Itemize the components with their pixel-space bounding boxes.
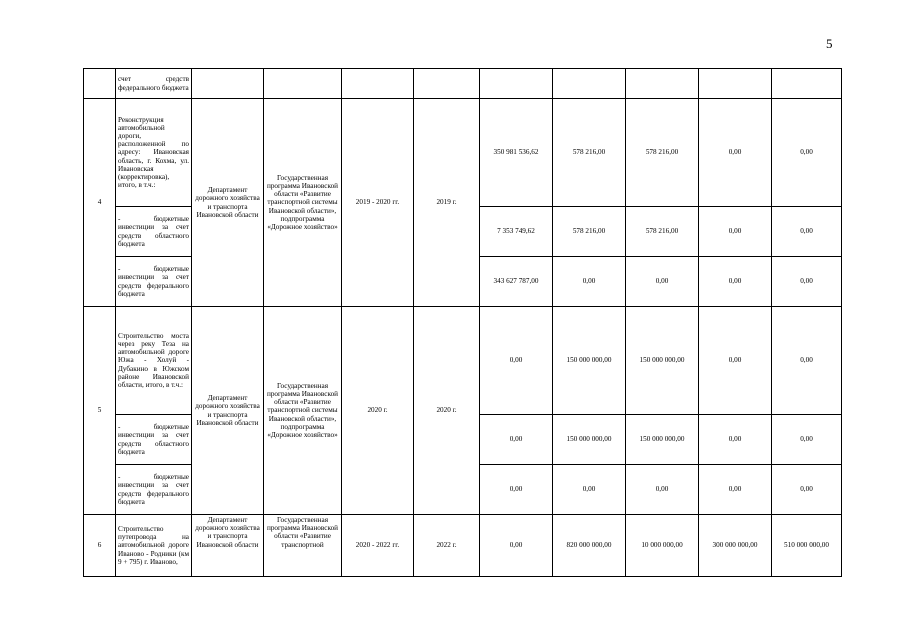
value-cell <box>553 69 626 99</box>
object-cell: Строительство путепровода на автомобильной дороге Иваново - Родники (км 9 + 795) г. Иваново, <box>116 515 192 577</box>
object-cell: - бюджетные инвестиции за счет средств федерального бюджета <box>116 257 192 307</box>
value-cell: 7 353 749,62 <box>480 207 553 257</box>
value-cell: 0,00 <box>699 207 772 257</box>
table-row <box>84 69 842 99</box>
value-cell <box>699 69 772 99</box>
value-cell: 0,00 <box>772 415 842 465</box>
row-number-cell: 4 <box>84 99 116 307</box>
period-cell: 2020 г. <box>342 307 414 515</box>
period-cell: 2019 - 2020 гг. <box>342 99 414 307</box>
value-cell: 0,00 <box>553 257 626 307</box>
value-cell: 0,00 <box>553 465 626 515</box>
value-cell: 0,00 <box>772 207 842 257</box>
value-cell: 510 000 000,00 <box>772 515 842 577</box>
year-cell <box>414 69 480 99</box>
object-cell: Строительство моста через реку Теза на автомобильной дороге Южа - Холуй - Дубакино в Южском районе Ивановской области, итого, в т.ч.: <box>116 307 192 415</box>
value-cell: 150 000 000,00 <box>553 307 626 415</box>
value-cell: 150 000 000,00 <box>626 307 699 415</box>
value-cell: 0,00 <box>772 99 842 207</box>
value-cell: 10 000 000,00 <box>626 515 699 577</box>
value-cell: 0,00 <box>626 257 699 307</box>
value-cell: 820 000 000,00 <box>553 515 626 577</box>
period-cell <box>342 69 414 99</box>
department-cell: Департамент дорожного хозяйства и транспорта Ивановской области <box>192 515 264 577</box>
value-cell: 300 000 000,00 <box>699 515 772 577</box>
value-cell: 0,00 <box>480 415 553 465</box>
value-cell <box>626 69 699 99</box>
department-cell: Департамент дорожного хозяйства и транспорта Ивановской области <box>192 99 264 307</box>
value-cell: 0,00 <box>699 99 772 207</box>
year-cell: 2020 г. <box>414 307 480 515</box>
value-cell: 0,00 <box>699 307 772 415</box>
value-cell: 150 000 000,00 <box>626 415 699 465</box>
page-number: 5 <box>826 36 833 51</box>
value-cell: 0,00 <box>699 465 772 515</box>
value-cell: 578 216,00 <box>553 99 626 207</box>
value-cell: 0,00 <box>699 415 772 465</box>
value-cell: 343 627 787,00 <box>480 257 553 307</box>
value-cell: 0,00 <box>480 307 553 415</box>
row-number-cell: 5 <box>84 307 116 515</box>
value-cell: 578 216,00 <box>553 207 626 257</box>
period-cell: 2020 - 2022 гг. <box>342 515 414 577</box>
value-cell: 0,00 <box>772 307 842 415</box>
program-cell <box>264 69 342 99</box>
row-number-cell: 6 <box>84 515 116 577</box>
value-cell: 0,00 <box>480 515 553 577</box>
object-cell: счет средств федерального бюджета <box>116 69 192 99</box>
year-cell: 2019 г. <box>414 99 480 307</box>
table-row <box>84 307 842 415</box>
program-cell: Государственная программа Ивановской области «Развитие транспортной системы Ивановской области», подпрограмма «Дорожное хозяйство» <box>264 99 342 307</box>
row-number-cell <box>84 69 116 99</box>
object-cell: - бюджетные инвестиции за счет средств областного бюджета <box>116 207 192 257</box>
value-cell: 0,00 <box>772 257 842 307</box>
department-cell <box>192 69 264 99</box>
object-cell: - бюджетные инвестиции за счет средств областного бюджета <box>116 415 192 465</box>
department-cell: Департамент дорожного хозяйства и транспорта Ивановской области <box>192 307 264 515</box>
value-cell <box>772 69 842 99</box>
value-cell: 578 216,00 <box>626 207 699 257</box>
table-row <box>84 99 842 207</box>
value-cell: 0,00 <box>772 465 842 515</box>
table-row <box>84 515 842 577</box>
value-cell: 0,00 <box>626 465 699 515</box>
value-cell: 578 216,00 <box>626 99 699 207</box>
value-cell: 0,00 <box>699 257 772 307</box>
program-cell: Государственная программа Ивановской области «Развитие транспортной системы Ивановской области», подпрограмма «Дорожное хозяйство» <box>264 307 342 515</box>
object-cell: - бюджетные инвестиции за счет средств федерального бюджета <box>116 465 192 515</box>
investment-table <box>83 68 842 577</box>
value-cell <box>480 69 553 99</box>
value-cell: 0,00 <box>480 465 553 515</box>
object-cell: Реконструкция автомобильной дороги, расположенной по адресу: Ивановская область, г. Кохма, ул. Ивановская (корректировка), итого, в т.ч.: <box>116 99 192 207</box>
value-cell: 150 000 000,00 <box>553 415 626 465</box>
value-cell: 350 981 536,62 <box>480 99 553 207</box>
year-cell: 2022 г. <box>414 515 480 577</box>
program-cell: Государственная программа Ивановской области «Развитие транспортной <box>264 515 342 577</box>
